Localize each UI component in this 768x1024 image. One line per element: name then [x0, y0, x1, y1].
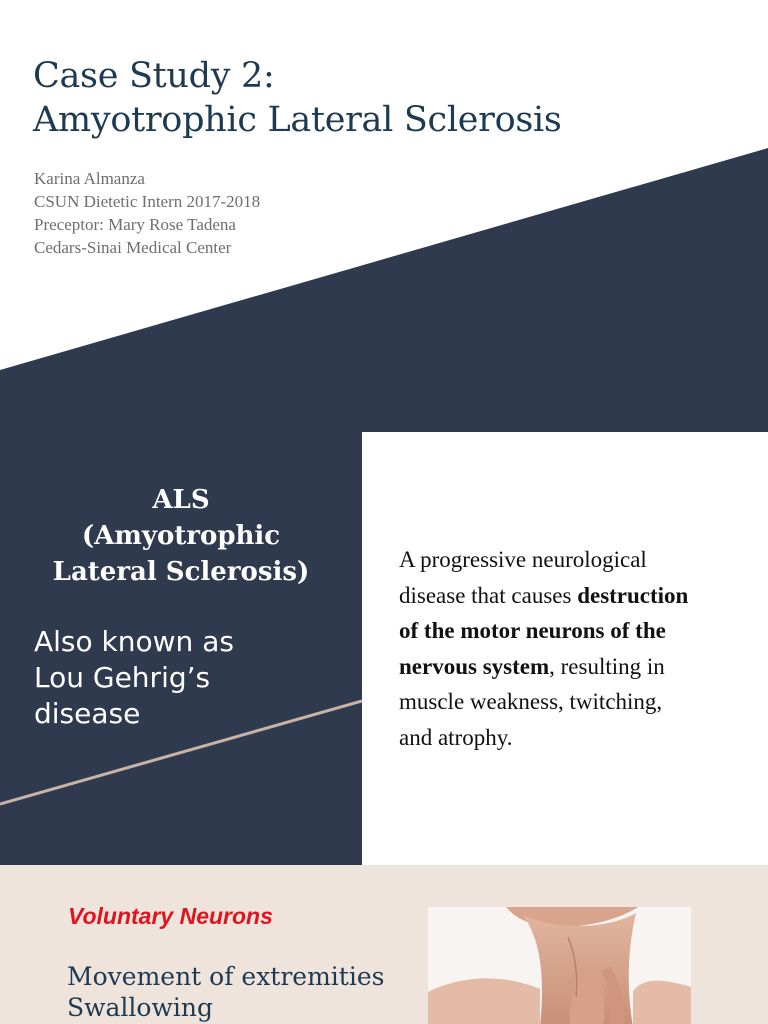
definition-line-6: and atrophy.: [399, 724, 513, 750]
definition-line-3-bold: of the motor neurons of the: [399, 618, 666, 643]
definition-line-5: muscle weakness, twitching,: [399, 689, 663, 714]
als-heading-line-3: Lateral Sclerosis): [52, 557, 310, 587]
navy-left-panel: [0, 432, 362, 865]
als-heading-line-2: (Amyotrophic: [81, 521, 281, 551]
definition-line-4: [399, 649, 749, 685]
list-item: Swallowing: [67, 993, 213, 1022]
slide-title-line-2: Amyotrophic Lateral Sclerosis: [33, 100, 562, 140]
definition-line-1: A progressive neurological: [399, 547, 647, 572]
author-info: [34, 167, 260, 259]
aka-line-3: disease: [34, 697, 141, 730]
definition-line-2-plain: disease that causes: [399, 582, 578, 608]
title-slide: [0, 0, 768, 432]
als-heading-line-1: ALS: [152, 485, 210, 515]
aka-line-2: Lou Gehrig’s: [34, 661, 211, 694]
voluntary-neurons-slide: [0, 865, 768, 1024]
slide-title-line-1: Case Study 2:: [33, 56, 275, 96]
author-institution: Cedars-Sinai Medical Center: [34, 238, 232, 257]
voluntary-neurons-heading: Voluntary Neurons: [68, 903, 273, 929]
definition-slide: [0, 432, 768, 865]
voluntary-neurons-list: [67, 961, 384, 1023]
definition-line-2: [399, 578, 749, 614]
also-known-as: [34, 624, 234, 732]
neck-touch-photo: [428, 907, 691, 1024]
author-program: CSUN Dietetic Intern 2017-2018: [34, 192, 261, 211]
definition-line-2-bold: destruction: [577, 582, 689, 608]
als-heading: [0, 482, 362, 590]
list-item: Movement of extremities: [67, 962, 385, 991]
definition-line-4-bold: nervous system: [399, 653, 550, 679]
definition-line-3: [399, 613, 749, 649]
als-definition: [399, 542, 749, 755]
author-name: Karina Almanza: [34, 169, 145, 188]
slide-title: [33, 54, 562, 142]
neck-touch-photo-icon: [428, 907, 691, 1024]
definition-line-4-plain: , resulting in: [549, 653, 665, 679]
aka-line-1: Also known as: [34, 625, 234, 658]
author-preceptor: Preceptor: Mary Rose Tadena: [34, 215, 236, 234]
